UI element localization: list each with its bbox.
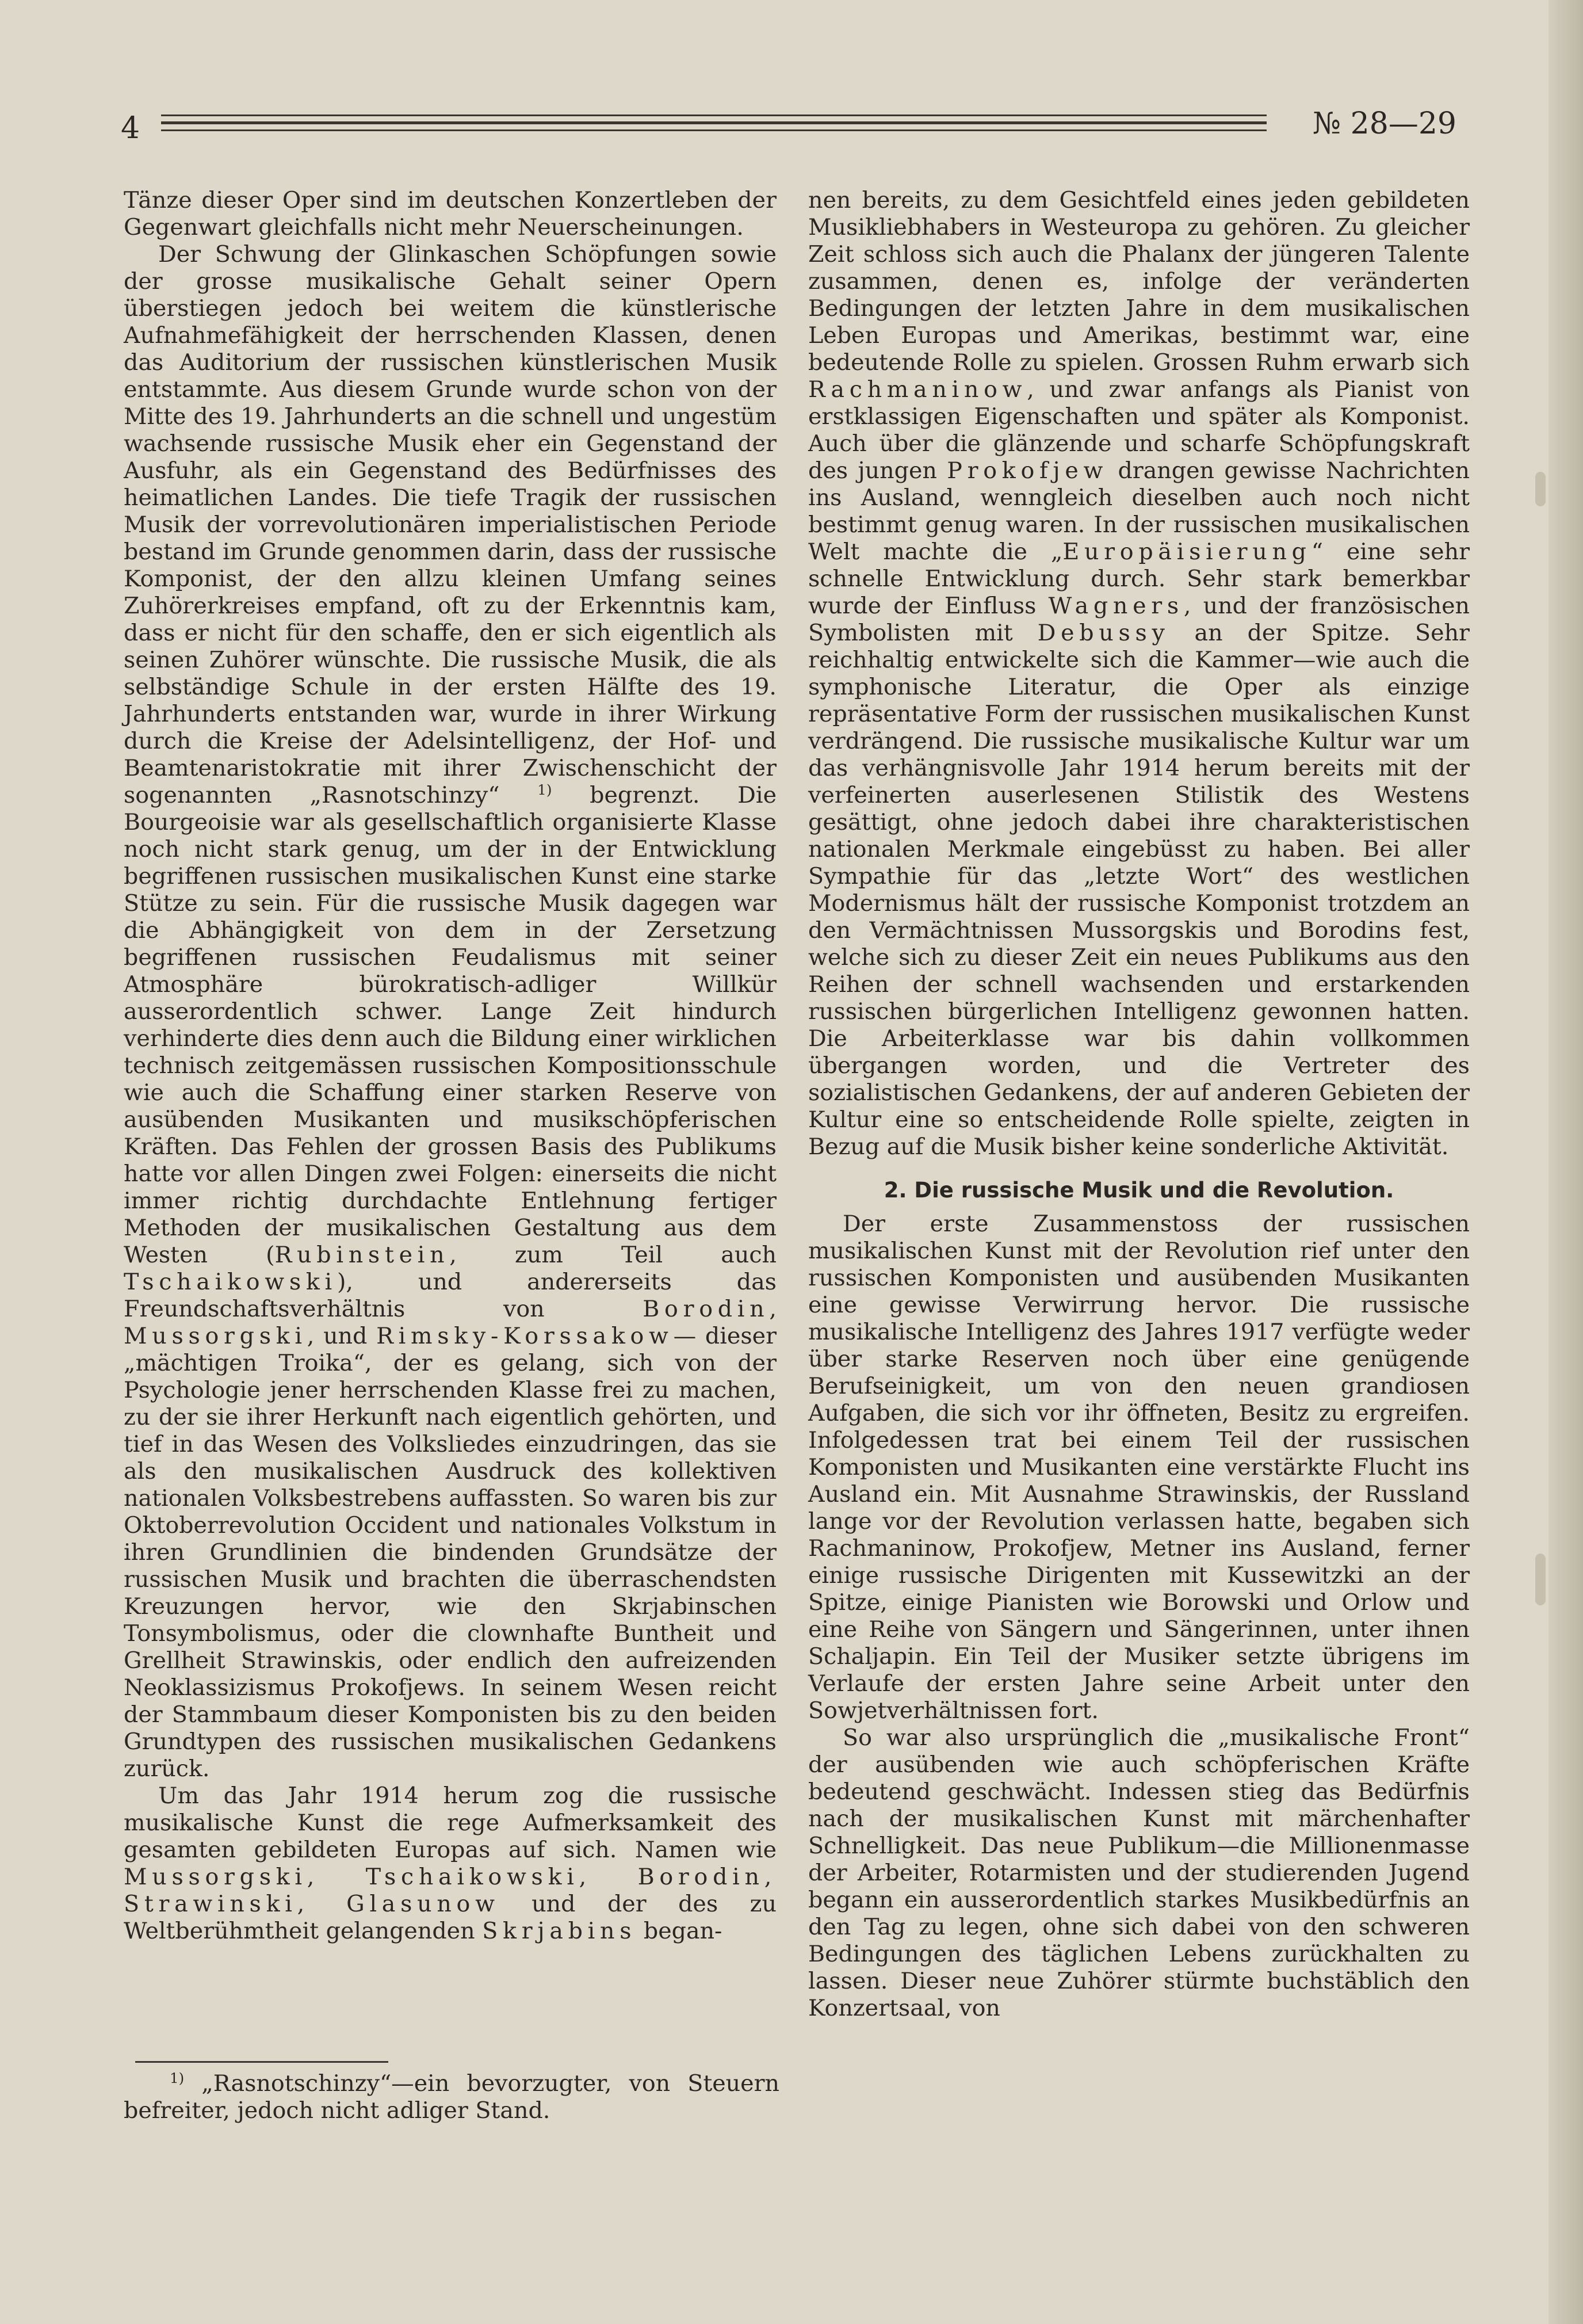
footnote-text: „Rasnotschinzy“—ein bevorzugter, von Steuern befreiter, jedoch nicht adliger Stand.: [124, 2070, 779, 2124]
footnote-ref: 1): [537, 781, 552, 798]
paragraph: nen bereits, zu dem Gesichtfeld eines jeden gebildeten Musikliebhabers in Westeuropa zu gehören. Zu gleicher Zeit schloss sich auch die Phalanx der jüngeren Talente zusammen, denen es, infolge der veränderten Bedingungen der letzten Jahre in dem musikalischen Leben Europas und Amerikas, bestimmt war, eine bedeutende Rolle zu spielen. Grossen Ruhm erwarb sich Rachmaninow, und zwar anfangs als Pianist von erstklassigen Eigenschaften und später als Komponist. Auch über die glänzende und scharfe Schöpfungskraft des jungen Prokofjew drangen gewisse Nachrichten ins Ausland, wenngleich dieselben auch noch nicht bestimmt genug waren. In der russischen musikalischen Welt machte die „Europäisierung“ eine sehr schnelle Entwicklung durch. Sehr stark bemerkbar wurde der Einfluss Wagners, und der französischen Symbolisten mit Debussy an der Spitze. Sehr reichhaltig entwickelte sich die Kammer—wie auch die symphonische Literatur, die Oper als einzige repräsentative Form der russischen musikalischen Kunst verdrängend. Die russische musikalische Kultur war um das verhängnisvolle Jahr 1914 herum bereits mit der verfeinerten auserlesenen Stilistik des Westens gesättigt, ohne jedoch dabei ihre charakteristischen nationalen Merkmale eingebüsst zu haben. Bei aller Sympathie für das „letzte Wort“ des westlichen Modernismus hält der russische Komponist trotzdem an den Vermächtnissen Mussorgskis und Borodins fest, welche sich zu dieser Zeit ein neues Publikums aus den Reihen der schnell wachsenden und erstarkenden russischen bürgerlichen Intelligenz gewonnen hatten. Die Arbeiterklasse war bis dahin vollkommen übergangen worden, und die Vertreter des sozialistischen Gedankens, der auf anderen Gebieten der Kultur eine so entscheidende Rolle spielte, zeigten in Bezug auf die Musik bisher keine sonderliche Aktivität.: [808, 187, 1470, 1160]
paper-stain: [1535, 472, 1546, 506]
page-number: 4: [121, 111, 140, 146]
paragraph: Der Schwung der Glinkaschen Schöpfungen sowie der grosse musikalische Gehalt seiner Opern überstiegen jedoch bei weitem die künstlerische Aufnahmefähigkeit der herrschenden Klassen, denen das Auditorium der russischen künstlerischen Musik entstammte. Aus diesem Grunde wurde schon von der Mitte des 19. Jahrhunderts an die schnell und ungestüm wachsende russische Musik eher ein Gegenstand der Ausfuhr, als ein Gegenstand des Bedürfnisses des heimatlichen Landes. Die tiefe Tragik der russischen Musik der vorrevolutionären imperialistischen Periode bestand im Grunde genommen darin, dass der russische Komponist, der den allzu kleinen Umfang seines Zuhörerkreises empfand, oft zu der Erkenntnis kam, dass er nicht für den schaffe, den er sich eigentlich als seinen Zuhörer wünschte. Die russische Musik, die als selbständige Schule in der ersten Hälfte des 19. Jahrhunderts entstanden war, wurde in ihrer Wirkung durch die Kreise der Adelsintelligenz, der Hof- und Beamtenaristokratie mit ihrer Zwischenschicht der sogenannten „Rasnotschinzy“ $^{1)}$ begrenzt. Die Bourgeoisie war als gesellschaftlich organisierte Klasse noch nicht stark genug, um der in der Entwicklung begriffenen russischen musikalischen Kunst eine starke Stütze zu sein. Für die russische Musik dagegen war die Abhängigkeit von dem in der Zersetzung begriffenen russischen Feudalismus mit seiner Atmosphäre bürokratisch-adliger Willkür ausserordentlich schwer. Lange Zeit hindurch verhinderte dies denn auch die Bildung einer wirklichen technisch zeitgemässen russischen Kompositionsschule wie auch die Schaffung einer starken Reserve von ausübenden Musikanten und musikschöpferischen Kräften. Das Fehlen der grossen Basis des Publikums hatte vor allen Dingen zwei Folgen: einerseits die nicht immer richtig durchdachte Entlehnung fertiger Methoden der musikalischen Gestaltung aus dem Westen (Rubinstein, zum Teil auch Tschaikowski), und andererseits das Freundschaftsverhältnis von Borodin, Mussorgski, und Rimsky-Korssakow— dieser „mächtigen Troika“, der es gelang, sich von der Psychologie jener herrschenden Klasse frei zu machen, zu der sie ihrer Herkunft nach eigentlich gehörten, und tief in das Wesen des Volksliedes einzudringen, das sie als den musikalischen Ausdruck des kollektiven nationalen Volksbestrebens auffassten. So waren bis zur Oktoberrevolution Occident und nationales Volkstum in ihren Grundlinien die bindenden Grundsätze der russischen Musik und brachten die überraschendsten Kreuzungen hervor, wie den Skrjabinschen Tonsymbolismus, oder die clownhafte Buntheit und Grellheit Strawinskis, oder endlich den aufreizenden Neoklassizismus Prokofjews. In seinem Wesen reicht der Stammbaum dieser Komponisten bis zu den beiden Grundtypen des russischen musikalischen Gedankens zurück.: [124, 241, 777, 1782]
paper-stain: [1535, 1554, 1546, 1605]
right-column: [808, 187, 1470, 2022]
paragraph: Um das Jahr 1914 herum zog die russische musikalische Kunst die rege Aufmerksamkeit des gesamten gebildeten Europas auf sich. Namen wie Mussorgski, Tschaikowski, Borodin, Strawinski, Glasunow und der des zu Weltberühmtheit gelangenden Skrjabins began-: [124, 1783, 777, 1944]
section-heading: 2. Die russische Musik und die Revolution.: [884, 1178, 1394, 1203]
header-rule: [161, 121, 1267, 124]
paragraph: So war also ursprünglich die „musikalische Front“ der ausübenden wie auch schöpferischen Kräfte bedeutend geschwächt. Indessen stieg das Bedürfnis nach der musikalischen Kunst mit märchenhafter Schnelligkeit. Das neue Publikum—die Millionenmasse der Arbeiter, Rotarmisten und der studierenden Jugend begann ein ausserordentlich starkes Musikbedürfnis an den Tag zu legen, ohne sich dabei von den schweren Bedingungen des täglichen Lebens zurückhalten zu lassen. Dieser neue Zuhörer stürmte buchstäblich den Konzertsaal, von: [808, 1724, 1470, 2021]
footnote-rule: [135, 2061, 388, 2063]
header-rule: [161, 129, 1267, 131]
paragraph: Der erste Zusammenstoss der russischen musikalischen Kunst mit der Revolution rief unter den russischen Komponisten und ausübenden Musikanten eine gewisse Verwirrung hervor. Die russische musikalische Intelligenz des Jahres 1917 verfügte weder über starke Reserven noch über eine genügende Berufseinigkeit, um von den neuen grandiosen Aufgaben, die sich vor ihr öffneten, Besitz zu ergreifen. Infolgedessen trat bei einem Teil der russischen Komponisten und Musikanten eine verstärkte Flucht ins Ausland ein. Mit Ausnahme Strawinskis, der Russland lange vor der Revolution verlassen hatte, begaben sich Rachmaninow, Prokofjew, Metner ins Ausland, ferner einige russische Dirigenten mit Kussewitzki an der Spitze, einige Pianisten wie Borowski und Orlow und eine Reihe von Sängern und Sängerinnen, unter ihnen Schaljapin. Ein Teil der Musiker setzte übrigens im Verlaufe der ersten Jahre seine Arbeit unter den Sowjetverhältnissen fort.: [808, 1211, 1470, 1724]
footnote: [124, 2070, 779, 2124]
issue-number: № 28—29: [1312, 106, 1456, 141]
page-edge-shadow: [1548, 0, 1583, 2324]
paragraph: Tänze dieser Oper sind im deutschen Konzertleben der Gegenwart gleichfalls nicht mehr Neuerscheinungen.: [124, 187, 777, 241]
left-column: [124, 187, 777, 1945]
footnote-mark: 1): [170, 2069, 185, 2086]
header-rule: [161, 115, 1267, 116]
page-header: [121, 106, 1456, 152]
